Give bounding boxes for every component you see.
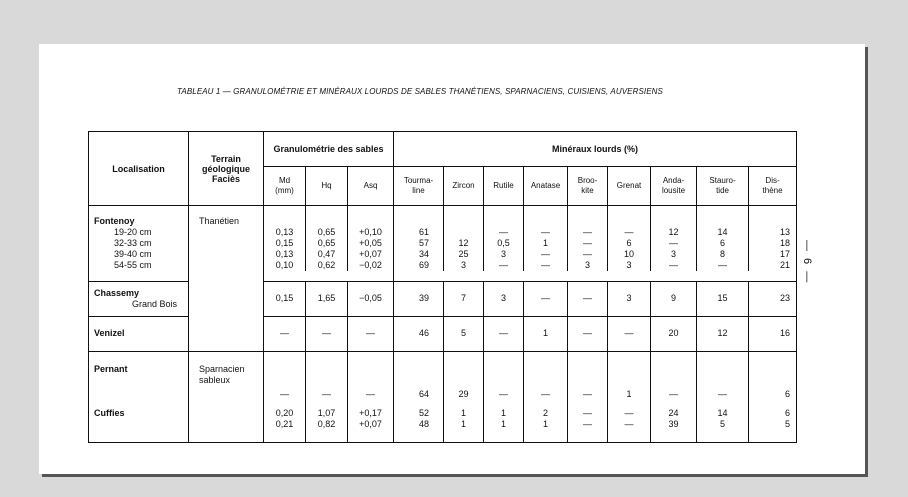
fontenoy-disthene-0: 13 bbox=[780, 227, 791, 237]
fontenoy-disthene-3: 21 bbox=[780, 260, 791, 270]
subheader-7: Broo- kite bbox=[568, 167, 608, 206]
cuffies-md-1: 0,21 bbox=[275, 418, 294, 429]
fontenoy-hq-1: 0,65 bbox=[317, 238, 336, 248]
fontenoy-andalousite-2: 3 bbox=[671, 249, 677, 259]
pernant-value-2: — bbox=[348, 351, 394, 404]
chassemy-value-0: 0,15 bbox=[264, 281, 306, 316]
fontenoy-brookite-0: — bbox=[583, 227, 593, 237]
document-page bbox=[39, 44, 865, 474]
venizel-value-11: 16 bbox=[749, 316, 797, 351]
fontenoy-andalousite-1: — bbox=[669, 238, 679, 248]
subheader-0: Md (mm) bbox=[264, 167, 306, 206]
cuffies-staurotide-0: 14 bbox=[717, 407, 728, 418]
subheader-1: Hq bbox=[306, 167, 348, 206]
cuffies-zircon-1: 1 bbox=[461, 418, 467, 429]
fontenoy-md-0: 0,13 bbox=[275, 227, 294, 237]
cuffies-zircon-0: 1 bbox=[461, 407, 467, 418]
chassemy-value-5: 3 bbox=[484, 281, 524, 316]
cuffies-brookite-1: — bbox=[583, 418, 593, 429]
fontenoy-md-3: 0,10 bbox=[275, 260, 294, 270]
fontenoy-tourmaline-1: 57 bbox=[419, 238, 430, 248]
fontenoy-andalousite-0: 12 bbox=[668, 227, 679, 237]
cuffies-md-0: 0,20 bbox=[275, 407, 294, 418]
cuffies-tourmaline bbox=[394, 404, 444, 443]
chassemy-value-9: 9 bbox=[651, 281, 697, 316]
row-fontenoy bbox=[89, 206, 797, 272]
venizel-value-8: — bbox=[608, 316, 651, 351]
fontenoy-rutile-3: — bbox=[499, 260, 509, 270]
header-granulometrie: Granulométrie des sables bbox=[264, 132, 394, 167]
cuffies-grenat-0: — bbox=[624, 407, 634, 418]
subheader-5: Rutile bbox=[484, 167, 524, 206]
fontenoy-zircon-0 bbox=[446, 227, 481, 238]
cuffies-anatase-1: 1 bbox=[543, 418, 549, 429]
fontenoy-hq-0: 0,65 bbox=[317, 227, 336, 237]
fontenoy-staurotide-3: — bbox=[718, 260, 728, 270]
subheader-9: Anda- lousite bbox=[651, 167, 697, 206]
cuffies-brookite-0: — bbox=[583, 407, 593, 418]
loc-venizel: Venizel bbox=[94, 328, 125, 338]
fontenoy-brookite-1: — bbox=[583, 238, 593, 248]
header-terrain: Terrain géologique Faciès bbox=[189, 132, 264, 206]
loc-pernant: Pernant bbox=[94, 363, 128, 374]
fontenoy-brookite bbox=[568, 206, 608, 272]
venizel-value-9: 20 bbox=[651, 316, 697, 351]
sample-grand-bois: Grand Bois bbox=[132, 298, 178, 309]
cuffies-tourmaline-0: 52 bbox=[419, 407, 430, 418]
cuffies-hq-0: 1,07 bbox=[317, 407, 336, 418]
cuffies-andalousite-0: 24 bbox=[668, 407, 679, 418]
cuffies-grenat-1: — bbox=[624, 418, 634, 429]
pernant-value-1: — bbox=[306, 351, 348, 404]
subheader-2: Asq bbox=[348, 167, 394, 206]
chassemy-value-1: 1,65 bbox=[306, 281, 348, 316]
fontenoy-md-1: 0,15 bbox=[275, 238, 294, 248]
cuffies-tourmaline-1: 48 bbox=[419, 418, 430, 429]
sample-2: 39-40 cm bbox=[114, 249, 152, 259]
subheader-6: Anatase bbox=[524, 167, 568, 206]
fontenoy-rutile-1: 0,5 bbox=[497, 238, 510, 248]
fontenoy-asq-0: +0,10 bbox=[359, 227, 382, 237]
venizel-value-3: 46 bbox=[394, 316, 444, 351]
pernant-value-4: 29 bbox=[444, 351, 484, 404]
chassemy-value-3: 39 bbox=[394, 281, 444, 316]
venizel-value-2: — bbox=[348, 316, 394, 351]
terrain-thanetien: Thanétien bbox=[189, 206, 264, 272]
fontenoy-rutile-0: — bbox=[499, 227, 509, 237]
cuffies-staurotide bbox=[697, 404, 749, 443]
fontenoy-brookite-3: 3 bbox=[585, 260, 591, 270]
fontenoy-asq bbox=[348, 206, 394, 272]
cuffies-zircon bbox=[444, 404, 484, 443]
subheader-11: Dis- thène bbox=[749, 167, 797, 206]
fontenoy-anatase-3: — bbox=[541, 260, 551, 270]
fontenoy-zircon-1: 12 bbox=[458, 238, 469, 248]
fontenoy-grenat bbox=[608, 206, 651, 272]
cuffies-rutile-0: 1 bbox=[501, 407, 507, 418]
row-venizel bbox=[89, 316, 797, 351]
fontenoy-brookite-2: — bbox=[583, 249, 593, 259]
cuffies-anatase bbox=[524, 404, 568, 443]
chassemy-value-6: — bbox=[524, 281, 568, 316]
cuffies-anatase-0: 2 bbox=[543, 407, 549, 418]
pernant-value-8: 1 bbox=[608, 351, 651, 404]
pernant-value-10: — bbox=[697, 351, 749, 404]
fontenoy-tourmaline bbox=[394, 206, 444, 272]
fontenoy-grenat-3: 3 bbox=[626, 260, 632, 270]
sample-3: 54-55 cm bbox=[114, 260, 152, 270]
fontenoy-grenat-2: 10 bbox=[624, 249, 635, 259]
subheader-4: Zircon bbox=[444, 167, 484, 206]
loc-cuffies: Cuffies bbox=[94, 407, 125, 418]
fontenoy-staurotide-0: 14 bbox=[717, 227, 728, 237]
pernant-value-5: — bbox=[484, 351, 524, 404]
venizel-value-1: — bbox=[306, 316, 348, 351]
venizel-value-0: — bbox=[264, 316, 306, 351]
header-mineraux: Minéraux lourds (%) bbox=[394, 132, 797, 167]
sample-1: 32-33 cm bbox=[114, 238, 152, 248]
cuffies-asq-1: +0,07 bbox=[359, 418, 382, 429]
fontenoy-anatase-0: — bbox=[541, 227, 551, 237]
chassemy-value-2: −0,05 bbox=[348, 281, 394, 316]
chassemy-value-8: 3 bbox=[608, 281, 651, 316]
loc-chassemy: Chassemy bbox=[94, 287, 140, 298]
fontenoy-zircon bbox=[444, 206, 484, 272]
fontenoy-disthene-1: 18 bbox=[780, 238, 791, 248]
fontenoy-tourmaline-0: 61 bbox=[419, 227, 430, 237]
cuffies-asq bbox=[348, 404, 394, 443]
fontenoy-grenat-1: 6 bbox=[626, 238, 632, 248]
fontenoy-anatase-2: — bbox=[541, 249, 551, 259]
fontenoy-hq-3: 0,62 bbox=[317, 260, 336, 270]
row-cuffies bbox=[89, 404, 797, 443]
fontenoy-tourmaline-2: 34 bbox=[419, 249, 430, 259]
fontenoy-staurotide-2: 8 bbox=[720, 249, 726, 259]
sample-0: 19-20 cm bbox=[114, 227, 152, 237]
cuffies-rutile-1: 1 bbox=[501, 418, 507, 429]
cuffies-rutile bbox=[484, 404, 524, 443]
venizel-value-4: 5 bbox=[444, 316, 484, 351]
pernant-value-0: — bbox=[264, 351, 306, 404]
venizel-value-6: 1 bbox=[524, 316, 568, 351]
page-number: — 6 — bbox=[801, 240, 813, 285]
venizel-value-5: — bbox=[484, 316, 524, 351]
fontenoy-asq-3: −0,02 bbox=[359, 260, 382, 270]
cuffies-andalousite-1: 39 bbox=[668, 418, 679, 429]
row-chassemy bbox=[89, 281, 797, 316]
subheader-10: Stauro- tide bbox=[697, 167, 749, 206]
cuffies-hq-1: 0,82 bbox=[317, 418, 336, 429]
chassemy-value-10: 15 bbox=[697, 281, 749, 316]
fontenoy-disthene bbox=[749, 206, 797, 272]
cuffies-disthene bbox=[749, 404, 797, 443]
cuffies-staurotide-1: 5 bbox=[720, 418, 726, 429]
pernant-value-7: — bbox=[568, 351, 608, 404]
fontenoy-zircon-3: 3 bbox=[461, 260, 467, 270]
fontenoy-rutile-2: 3 bbox=[501, 249, 507, 259]
fontenoy-asq-1: +0,05 bbox=[359, 238, 382, 248]
pernant-value-9: — bbox=[651, 351, 697, 404]
pernant-value-3: 64 bbox=[394, 351, 444, 404]
cuffies-brookite bbox=[568, 404, 608, 443]
table-title: TABLEAU 1 — GRANULOMÉTRIE ET MINÉRAUX LOURDS DE SABLES THANÉTIENS, SPARNACIENS, CUISIENS, AUVERSIENS bbox=[177, 87, 663, 96]
cuffies-hq bbox=[306, 404, 348, 443]
cuffies-disthene-0: 6 bbox=[785, 407, 791, 418]
venizel-value-7: — bbox=[568, 316, 608, 351]
fontenoy-asq-2: +0,07 bbox=[359, 249, 382, 259]
fontenoy-md bbox=[264, 206, 306, 272]
venizel-value-10: 12 bbox=[697, 316, 749, 351]
cuffies-md bbox=[264, 404, 306, 443]
chassemy-value-11: 23 bbox=[749, 281, 797, 316]
pernant-value-6: — bbox=[524, 351, 568, 404]
cuffies-andalousite bbox=[651, 404, 697, 443]
fontenoy-disthene-2: 17 bbox=[780, 249, 791, 259]
cuffies-disthene-1: 5 bbox=[785, 418, 791, 429]
subheader-3: Tourma- line bbox=[394, 167, 444, 206]
fontenoy-zircon-2: 25 bbox=[458, 249, 469, 259]
fontenoy-andalousite-3: — bbox=[669, 260, 679, 270]
fontenoy-anatase bbox=[524, 206, 568, 272]
pernant-value-11: 6 bbox=[749, 351, 797, 404]
loc-fontenoy: Fontenoy bbox=[94, 216, 135, 226]
fontenoy-staurotide bbox=[697, 206, 749, 272]
minerals-table bbox=[88, 131, 797, 443]
chassemy-value-4: 7 bbox=[444, 281, 484, 316]
fontenoy-anatase-1: 1 bbox=[543, 238, 549, 248]
fontenoy-grenat-0: — bbox=[624, 227, 634, 237]
row-pernant bbox=[89, 351, 797, 404]
fontenoy-rutile bbox=[484, 206, 524, 272]
fontenoy-andalousite bbox=[651, 206, 697, 272]
terrain-sparnacien: Sparnacien sableux bbox=[189, 351, 264, 404]
fontenoy-tourmaline-3: 69 bbox=[419, 260, 430, 270]
fontenoy-md-2: 0,13 bbox=[275, 249, 294, 259]
cuffies-asq-0: +0,17 bbox=[359, 407, 382, 418]
subheader-8: Grenat bbox=[608, 167, 651, 206]
fontenoy-hq bbox=[306, 206, 348, 272]
chassemy-value-7: — bbox=[568, 281, 608, 316]
header-localisation: Localisation bbox=[89, 132, 189, 206]
fontenoy-staurotide-1: 6 bbox=[720, 238, 726, 248]
fontenoy-hq-2: 0,47 bbox=[317, 249, 336, 259]
cuffies-grenat bbox=[608, 404, 651, 443]
